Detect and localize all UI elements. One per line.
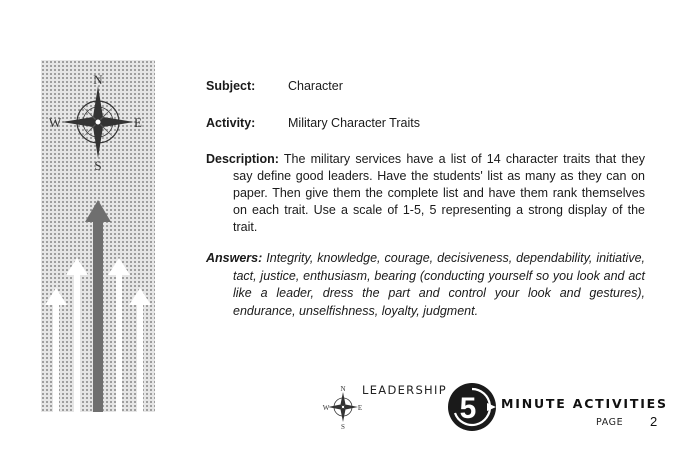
answers-text: Integrity, knowledge, courage, decisiveness, dependability, initiative, tact, justice, enthusiasm, bearing (conducting yourself so you look and act like a leader, dress the part and control your look and gestures), endurance, unselfishness, loyalty, judgment.	[233, 251, 645, 318]
activity-label: Activity:	[206, 116, 256, 130]
leadership-wordmark: LEADERSHIP	[362, 383, 447, 397]
compass-rose-icon	[62, 86, 134, 158]
up-arrow-icon	[108, 258, 130, 412]
activity-row	[206, 115, 420, 132]
compass-s-letter: S	[94, 158, 102, 173]
subject-value: Character	[288, 79, 343, 93]
footer-compass-n: N	[340, 385, 346, 393]
footer-compass-s: S	[341, 423, 345, 431]
decorative-panel	[41, 60, 155, 412]
five-badge-icon	[446, 381, 498, 433]
five-numeral: 5	[459, 392, 477, 425]
minute-activities-wordmark: MINUTE ACTIVITIES	[501, 396, 668, 411]
subject-label: Subject:	[206, 79, 256, 93]
description-text: The military services have a list of 14 character traits that they say define good leaders. Have the students' list as many as they can on paper. Then give them the complete list and have them rank themselves on each trait. Use a scale of 1-5, 5 representing a strong display of the trait.	[233, 152, 646, 234]
activity-value: Military Character Traits	[288, 116, 420, 130]
compass-e-letter: E	[134, 115, 142, 130]
up-arrow-icon	[45, 288, 67, 412]
footer-compass-w: W	[322, 404, 330, 412]
answers-label: Answers:	[206, 251, 263, 265]
description-paragraph	[206, 151, 645, 236]
up-arrow-icon	[66, 258, 88, 412]
answers-paragraph	[206, 250, 645, 320]
subject-row	[206, 78, 343, 95]
arrows-compass-art	[41, 60, 155, 412]
compass-n-letter: N	[93, 72, 103, 87]
footer-compass-e: E	[357, 404, 363, 412]
description-label: Description:	[206, 152, 279, 166]
footer-compass-icon	[324, 384, 362, 430]
up-arrow-icon	[129, 288, 151, 412]
compass-w-letter: W	[48, 115, 62, 130]
page-number: 2	[650, 414, 658, 429]
page-label: PAGE	[596, 417, 624, 428]
up-arrow-icon	[85, 200, 111, 412]
